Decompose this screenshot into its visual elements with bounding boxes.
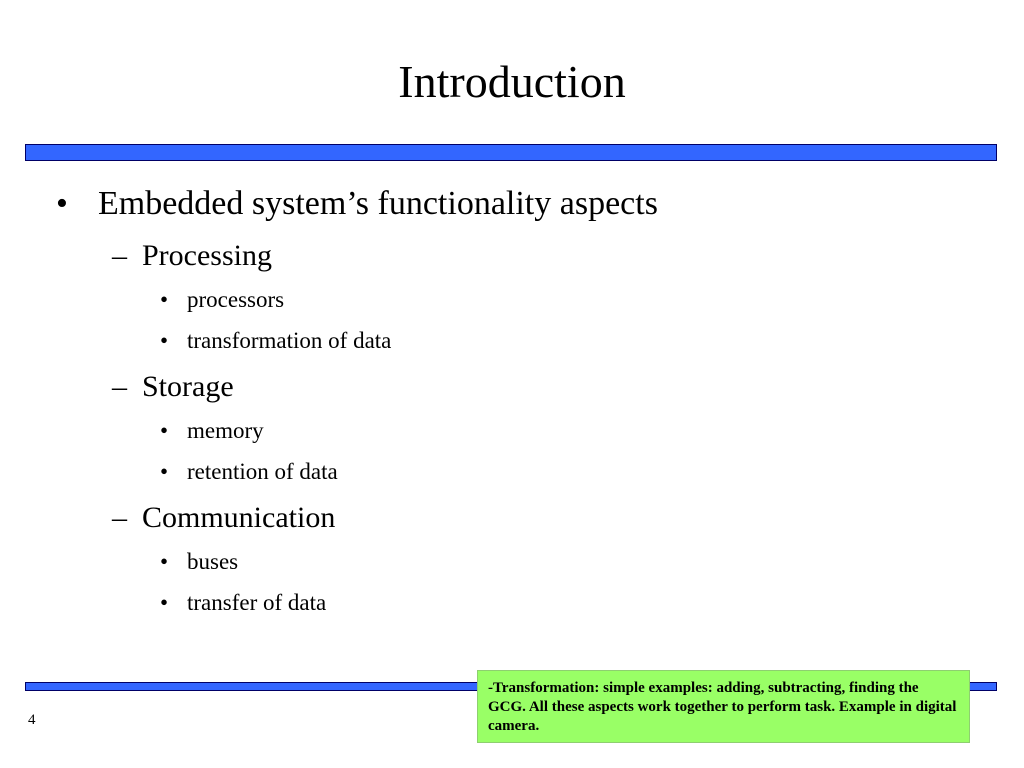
bullet-text: Embedded system’s functionality aspects — [98, 185, 658, 222]
dash-marker: – — [112, 370, 127, 403]
bullet-text: transformation of data — [187, 328, 392, 353]
dash-marker: – — [112, 501, 127, 534]
bullet-marker: • — [160, 328, 169, 353]
bullet-text: Communication — [142, 501, 336, 534]
page-number: 4 — [28, 712, 36, 728]
bullet-text: transfer of data — [187, 590, 327, 615]
bullet-text: processors — [187, 287, 285, 312]
bullet-marker: • — [160, 418, 169, 443]
bullet-text: Storage — [142, 370, 234, 403]
bullet-text: retention of data — [187, 459, 338, 484]
bullet-text: Processing — [142, 239, 272, 272]
bullet-marker: • — [160, 287, 169, 312]
bullet-text: buses — [187, 549, 239, 574]
speaker-note-box: -Transformation: simple examples: adding, subtracting, finding the GCG. All these aspects work together to perform task. Example in digital camera. — [477, 670, 970, 743]
bullet-marker: • — [160, 459, 169, 484]
bullet-marker: • — [160, 549, 169, 574]
bullet-marker: • — [160, 590, 169, 615]
bullet-text: memory — [187, 418, 264, 443]
dash-marker: – — [112, 239, 127, 272]
slide-title: Introduction — [398, 56, 626, 107]
bullet-marker: • — [56, 185, 68, 222]
